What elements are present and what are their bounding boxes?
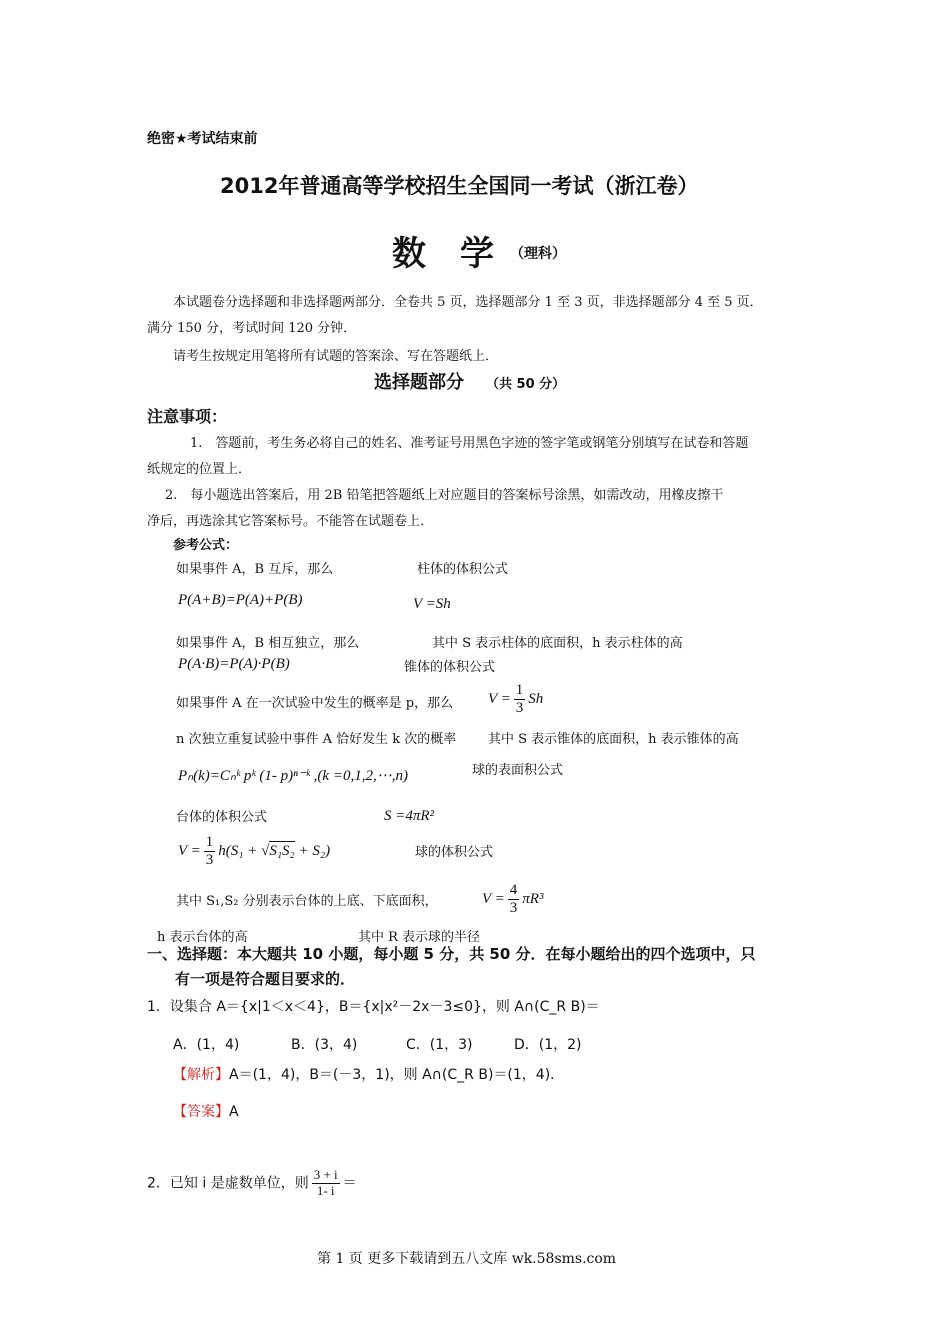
- part1-line1: 一、选择题：本大题共 10 小题，每小题 5 分，共 50 分．在每小题给出的四个选项中，只: [147, 945, 756, 963]
- intro-line2: 满分 150 分，考试时间 120 分钟．: [147, 321, 357, 336]
- q2-stem: 2．已知 i 是虚数单位，则 $\frac{3 + i}{1- i}$ ＝: [147, 1167, 357, 1198]
- q1-analysis-text: A＝(1，4)，B＝(－3，1)，则 A∩(C_R B)＝(1，4)．: [229, 1067, 565, 1083]
- q1-answer-tag: 【答案】: [173, 1104, 229, 1120]
- exam-title: 2012年普通高等学校招生全国同一考试（浙江卷）: [220, 174, 699, 198]
- formula-product-probability: P(A·B)=P(A)·P(B): [178, 656, 290, 672]
- formula-sphere-volume: V = $\frac{4}{3}$ πR³: [482, 882, 544, 917]
- page-footer: 第 1 页 更多下载请到五八文库 wk.58sms.com: [317, 1251, 617, 1267]
- formula-prism-volume: V =Sh: [413, 596, 451, 612]
- formulas-heading: 参考公式：: [173, 538, 239, 553]
- formula-sum-probability: P(A+B)=P(A)+P(B): [178, 592, 303, 608]
- q1-option-c: C．(1，3): [406, 1037, 473, 1053]
- q1-option-b: B．(3，4): [291, 1037, 358, 1053]
- q1-stem: 1．设集合 A＝{x|1＜x＜4}，B＝{x|x²－2x－3≤0}，则 A∩(C_R B)＝: [147, 999, 600, 1015]
- intro-line3: 请考生按规定用笔将所有试题的答案涂、写在答题纸上．: [173, 349, 499, 364]
- formula-text-pyramid-volume: 锥体的体积公式: [404, 660, 496, 675]
- formula-text-independent: 如果事件 A，B 相互独立，那么: [176, 636, 360, 651]
- notes-heading: 注意事项：: [147, 407, 228, 426]
- formula-text-sphere-volume: 球的体积公式: [415, 845, 494, 860]
- q1-analysis: [173, 1064, 564, 1084]
- formula-text-prism-note: 其中 S 表示柱体的底面积，h 表示柱体的高: [432, 636, 683, 651]
- formula-text-frustum-areas: 其中 S₁,S₂ 分别表示台体的上底、下底面积，: [176, 894, 438, 909]
- note-2-line1: 2. 每小题选出答案后，用 2B 铅笔把答题纸上对应题目的答案标号涂黑，如需改动，用橡皮擦干: [165, 488, 724, 503]
- formula-text-single-trial: 如果事件 A 在一次试验中发生的概率是 p，那么: [176, 696, 454, 711]
- formula-text-frustum-volume: 台体的体积公式: [176, 810, 268, 825]
- formula-text-sphere-area: 球的表面积公式: [472, 763, 564, 778]
- formula-text-frustum-height: h 表示台体的高: [157, 930, 248, 945]
- part1-line2: 有一项是符合题目要求的．: [175, 970, 356, 988]
- q1-option-a: A．(1，4): [173, 1037, 240, 1053]
- formula-text-mutually-exclusive: 如果事件 A，B 互斥，那么: [176, 562, 334, 577]
- subject-note: （理科）: [510, 246, 566, 262]
- formula-text-pyramid-note: 其中 S 表示锥体的底面积，h 表示锥体的高: [488, 732, 739, 747]
- note-1-line2: 纸规定的位置上．: [147, 462, 252, 477]
- note-2-line2: 净后，再选涂其它答案标号。不能答在试题卷上．: [147, 514, 434, 529]
- formula-text-sphere-radius: 其中 R 表示球的半径: [358, 930, 481, 945]
- formula-frustum-volume: V = $\frac{1}{3}$ h(S₁ + √S₁S₂ + S₂): [178, 834, 331, 869]
- q1-answer: [173, 1101, 239, 1121]
- subject-title: 数 学: [392, 234, 494, 274]
- formula-text-prism-volume: 柱体的体积公式: [417, 562, 509, 577]
- q1-answer-text: A: [229, 1104, 239, 1120]
- intro-line1: 本试题卷分选择题和非选择题两部分．全卷共 5 页，选择题部分 1 至 3 页，非选择题部分 4 至 5 页．: [173, 295, 763, 310]
- note-1-line1: 1. 答题前，考生务必将自己的姓名、准考证号用黑色字迹的签字笔或钢笔分别填写在试卷和答题: [190, 436, 749, 451]
- formula-text-bernoulli: n 次独立重复试验中事件 A 恰好发生 k 次的概率: [176, 732, 457, 747]
- section-title: 选择题部分: [374, 372, 464, 393]
- q1-option-d: D．(1，2): [514, 1037, 582, 1053]
- formula-sphere-area: S =4πR²: [384, 808, 435, 824]
- formula-binomial: Pₙ(k)=Cₙᵏ pᵏ (1- p)ⁿ⁻ᵏ ,(k =0,1,2,⋯,n): [178, 768, 408, 784]
- section-points: （共 50 分）: [486, 377, 566, 392]
- secret-label: 绝密★考试结束前: [147, 131, 258, 147]
- formula-pyramid-volume: V = $\frac{1}{3}$ Sh: [488, 682, 544, 717]
- q1-analysis-tag: 【解析】: [173, 1067, 229, 1083]
